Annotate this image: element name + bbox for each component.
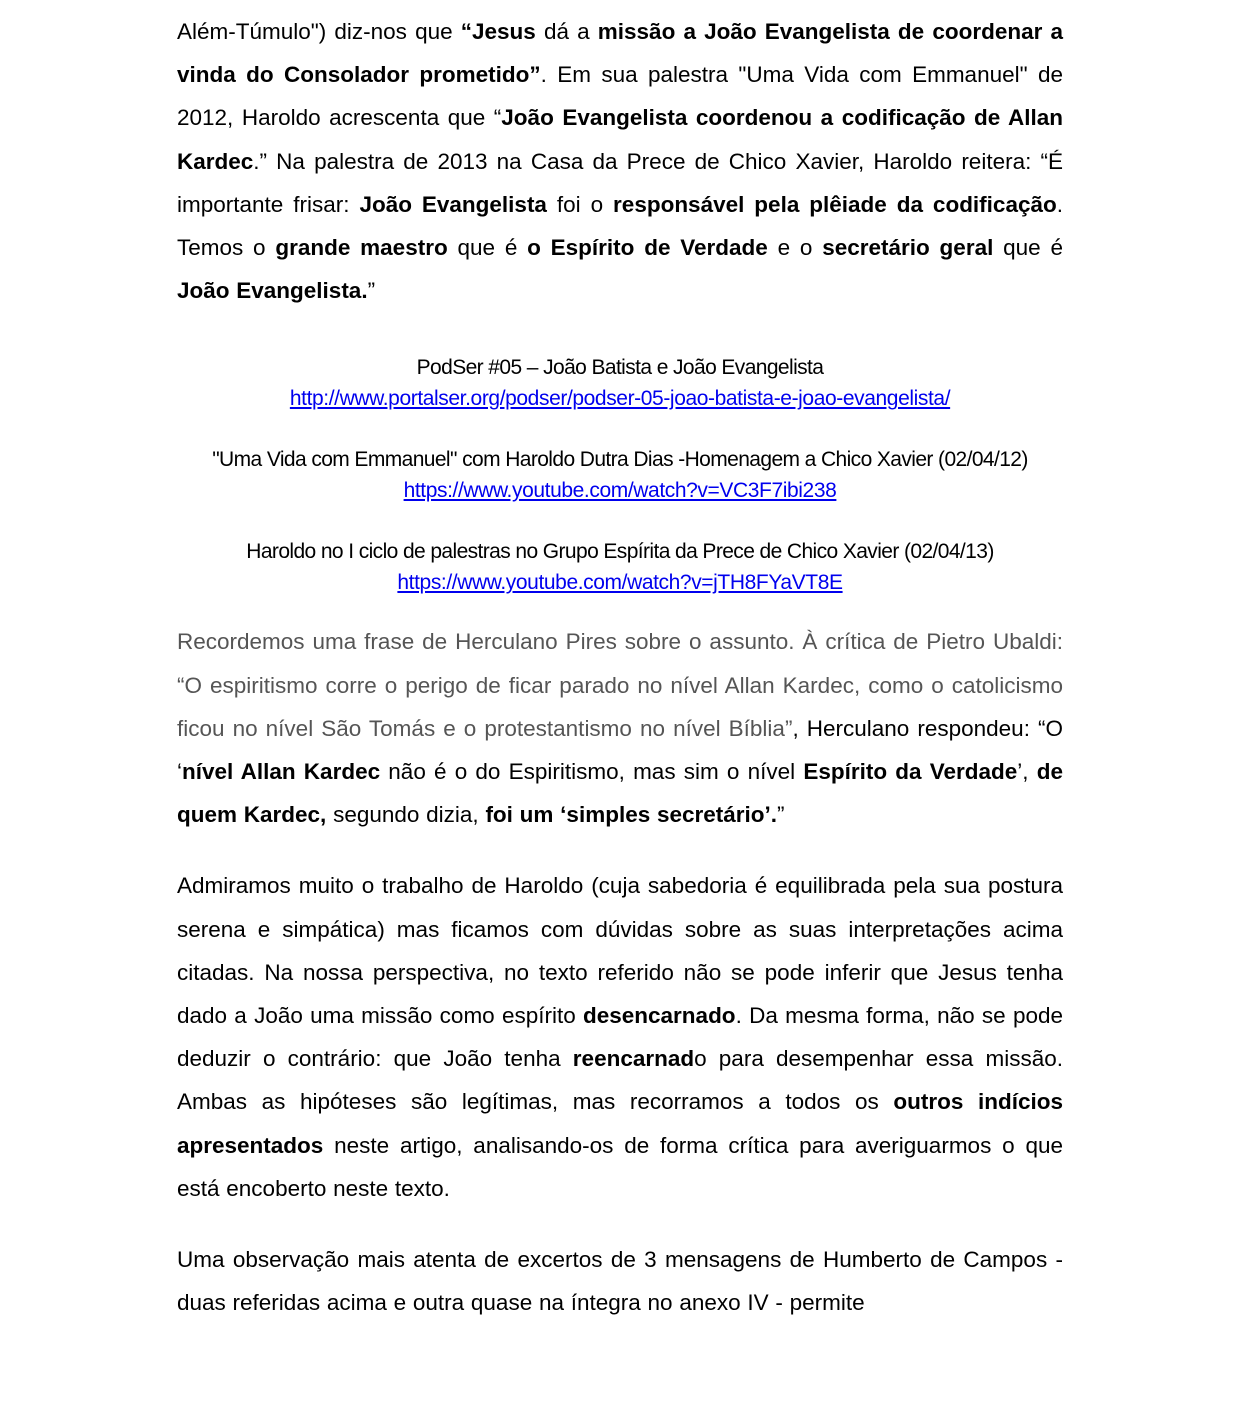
reference-title: Haroldo no I ciclo de palestras no Grupo Espírita da Prece de Chico Xavier (02/04/13) bbox=[246, 540, 994, 564]
reference-title: "Uma Vida com Emmanuel" com Haroldo Dutra Dias -Homenagem a Chico Xavier (02/04/12) bbox=[212, 448, 1028, 472]
reference-podser bbox=[177, 352, 1063, 414]
reference-link[interactable]: https://www.youtube.com/watch?v=jTH8FYaVT8E bbox=[397, 571, 843, 595]
paragraph-haroldo-claims: Além-Túmulo") diz-nos que “Jesus dá a missão a João Evangelista de coordenar a vinda do Consolador prometido”. Em sua palestra "Uma Vida com Emmanuel" de 2012, Haroldo acrescenta que “João Evangelista coordenou a codificação de Allan Kardec.” Na palestra de 2013 na Casa da Prece de Chico Xavier, Haroldo reitera: “É importante frisar: João Evangelista foi o responsável pela plêiade da codificação. Temos o grande maestro que é o Espírito de Verdade e o secretário geral que é João Evangelista.” bbox=[177, 19, 1064, 304]
paragraph-herculano: Recordemos uma frase de Herculano Pires sobre o assunto. À crítica de Pietro Ubaldi: “O espiritismo corre o perigo de ficar parado no nível Allan Kardec, como o catolicismo ficou no nível São Tomás e o protestantismo no nível Bíblia”, Herculano respondeu: “O ‘nível Allan Kardec não é o do Espiritismo, mas sim o nível Espírito da Verdade’, de quem Kardec, segundo dizia, foi um ‘simples secretário’.” bbox=[177, 629, 1063, 828]
references-block bbox=[177, 352, 1063, 598]
reference-link[interactable]: https://www.youtube.com/watch?v=VC3F7ibi238 bbox=[403, 479, 837, 503]
paragraph-observacao: Uma observação mais atenta de excertos de 3 mensagens de Humberto de Campos - duas referidas acima e outra quase na íntegra no anexo IV - permite bbox=[177, 1247, 1063, 1316]
reference-uma-vida bbox=[177, 444, 1063, 506]
reference-title: PodSer #05 – João Batista e João Evangelista bbox=[416, 356, 824, 380]
document-page bbox=[177, 10, 1063, 1324]
reference-ciclo-palestras bbox=[177, 536, 1063, 598]
paragraph-admiramos: Admiramos muito o trabalho de Haroldo (cuja sabedoria é equilibrada pela sua postura serena e simpática) mas ficamos com dúvidas sobre as suas interpretações acima citadas. Na nossa perspectiva, no texto referido não se pode inferir que Jesus tenha dado a João uma missão como espírito desencarnado. Da mesma forma, não se pode deduzir o contrário: que João tenha reencarnado para desempenhar essa missão. Ambas as hipóteses são legítimas, mas recorramos a todos os outros indícios apresentados neste artigo, analisando-os de forma crítica para averiguarmos o que está encoberto neste texto. bbox=[177, 873, 1063, 1201]
reference-link[interactable]: http://www.portalser.org/podser/podser-05-joao-batista-e-joao-evangelista/ bbox=[289, 387, 951, 411]
